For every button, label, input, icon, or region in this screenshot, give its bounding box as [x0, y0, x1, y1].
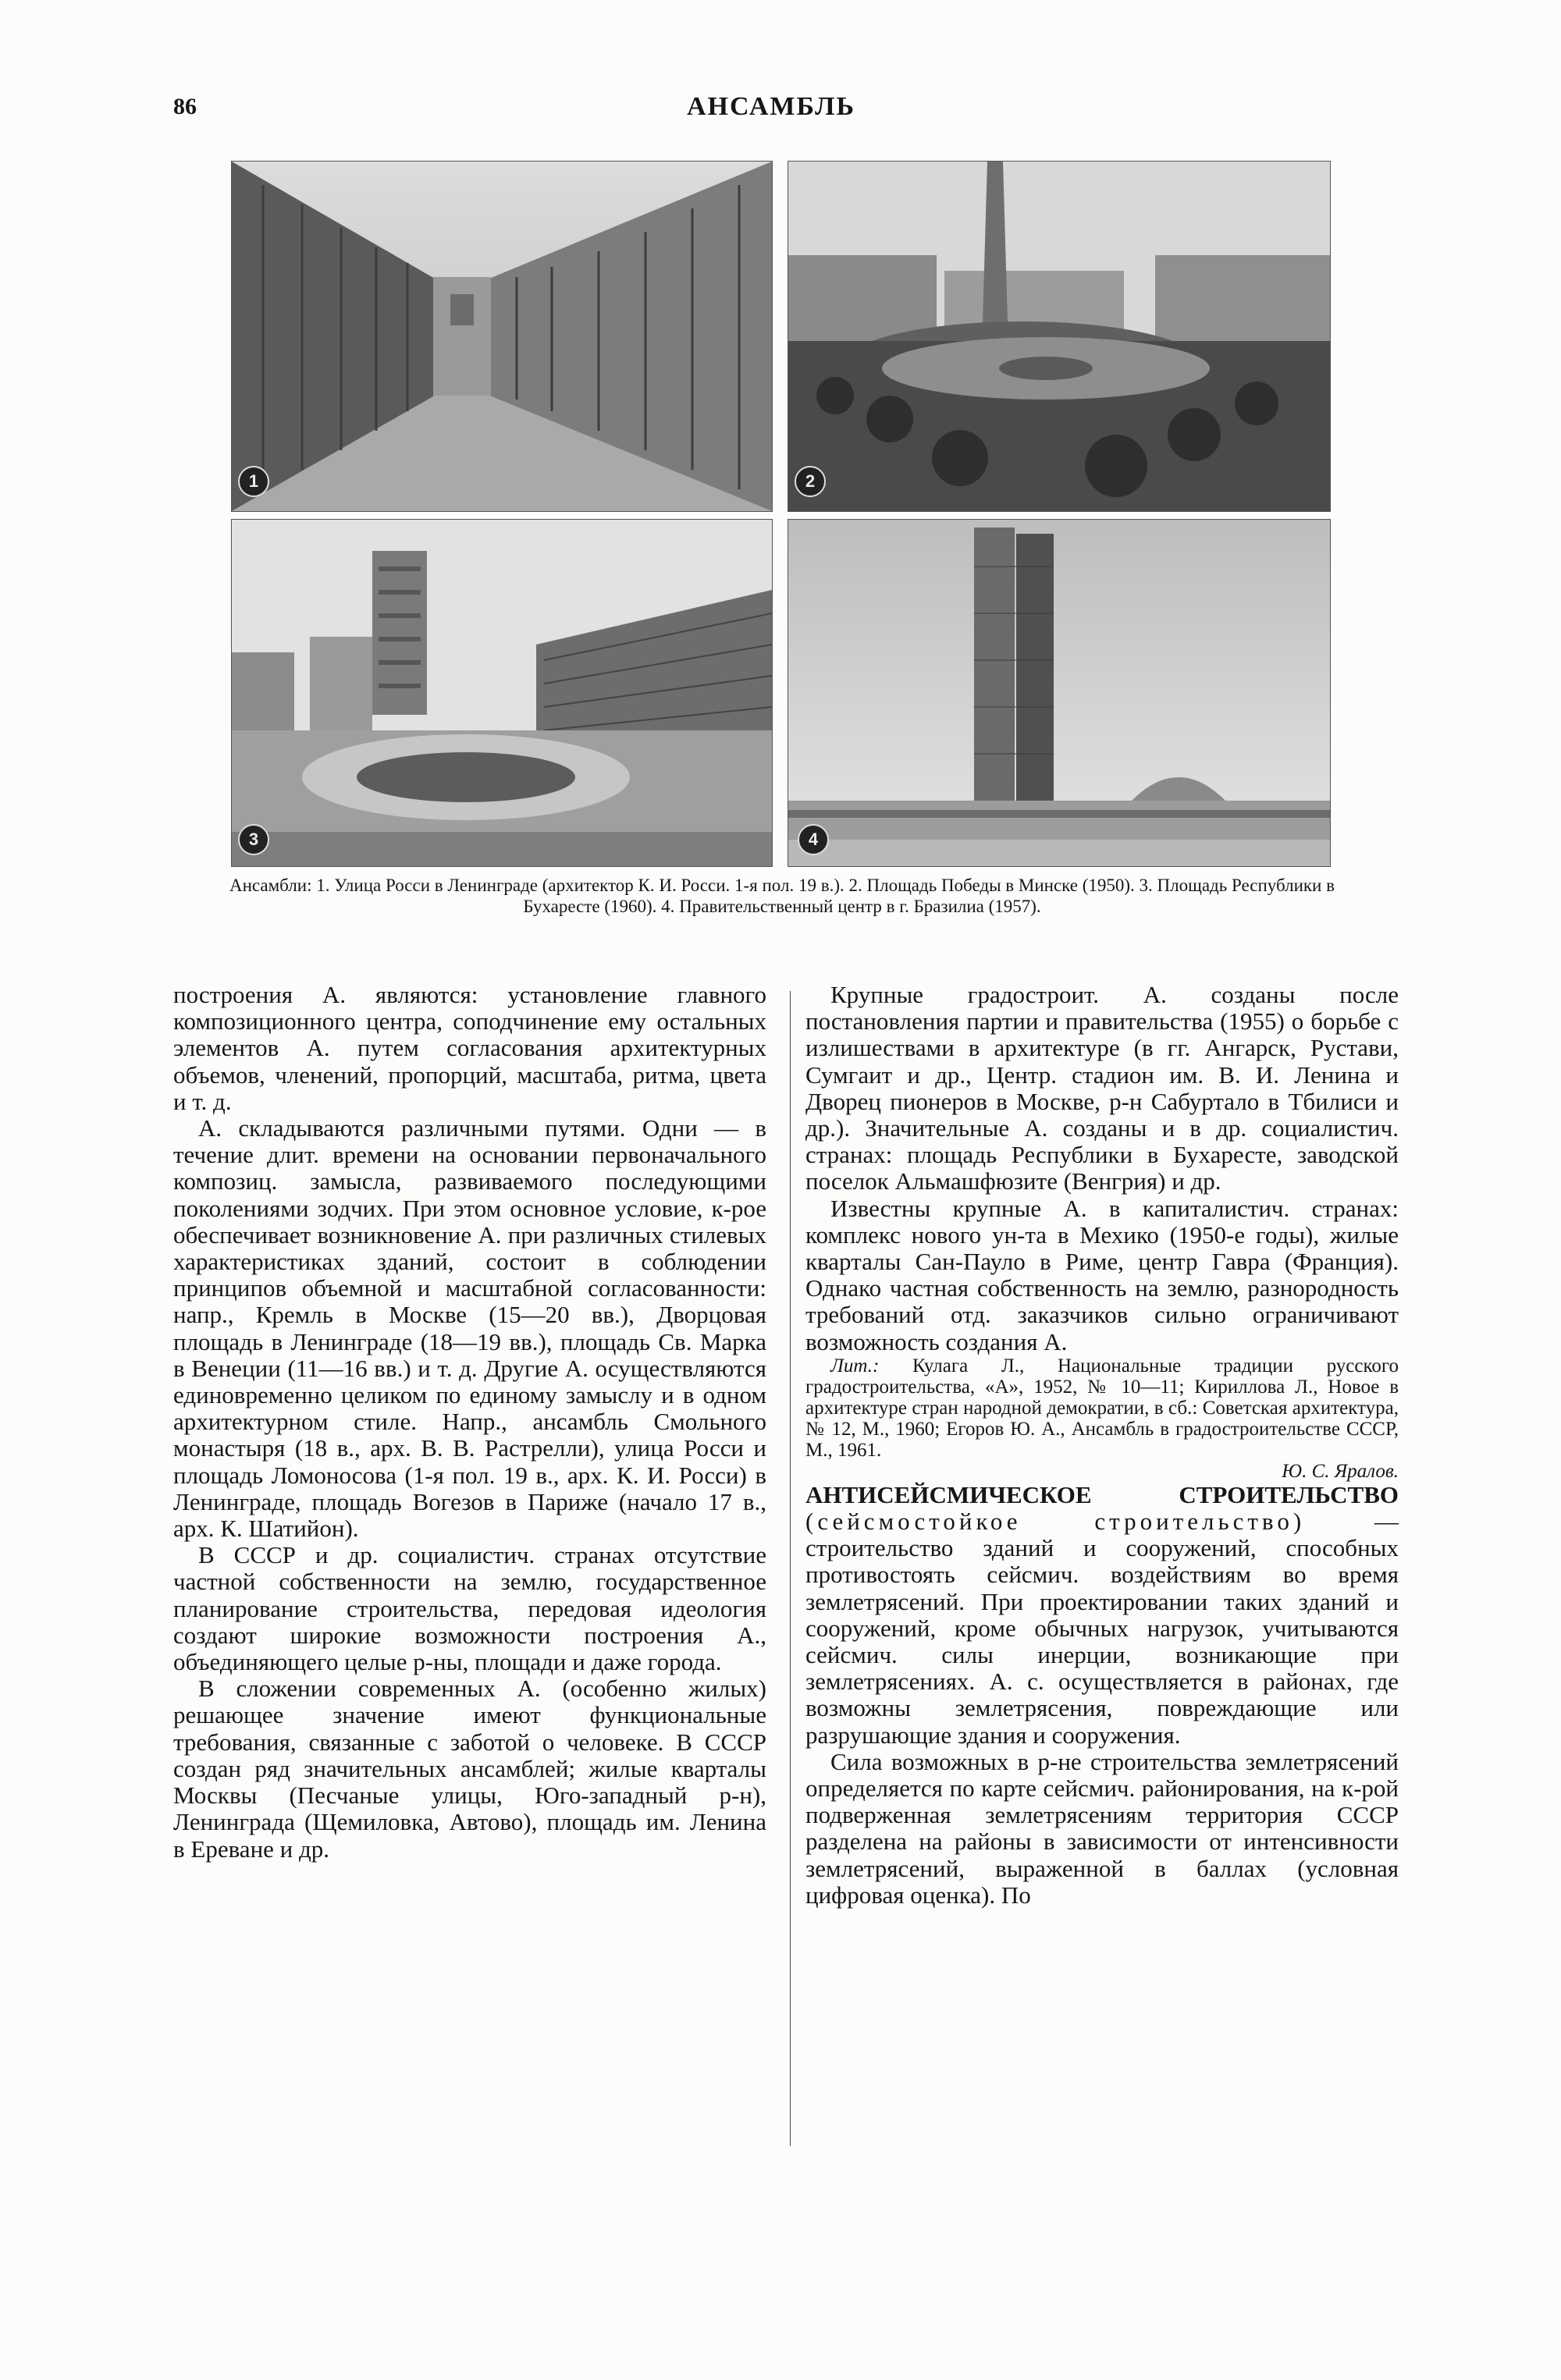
right-paragraph-3: Сила возможных в р-не строительства землетрясений определяется по карте сейсмич. районирования, на к-рой подверженная землетрясениям территория СССР разделена на районы в зависимости от интенсивности землетрясений, выраженной в баллах (условная цифровая оценка). По: [805, 1747, 1399, 1909]
left-paragraph-1: построения А. являются: установление главного композиционного центра, соподчинение ему остальных элементов А. путем согласования архитектурных объемов, членений, пропорций, масштаба, ритма, цвета и т. д.: [173, 981, 766, 1115]
literature-label: Лит.:: [830, 1355, 880, 1376]
entry-paragraph: [805, 1482, 1399, 1749]
photo-rossi-street: [231, 161, 773, 512]
figure-caption: Ансамбли: 1. Улица Росси в Ленинграде (архитектор К. И. Росси. 1-я пол. 19 в.). 2. Площадь Победы в Минске (1950). 3. Площадь Республики в Бухаресте (1960). 4. Правительственный центр в г. Бразилиа (1957).: [229, 876, 1335, 916]
left-paragraph-2: А. складываются различными путями. Одни — в течение длит. времени на основании первоначального композиц. замысла, развиваемого последующими поколениями зодчих. При этом основное условие, к-рое обеспечивает возникновение А. при различных стилевых характеристиках зданий, состоит в соблюдении принципов объемной и масштабной согласованности: напр., Кремль в Москве (15—20 вв.), Дворцовая площадь в Ленинграде (18—19 вв.), площадь Св. Марка в Венеции (11—16 вв.) и т. д. Другие А. осуществляются единовременно целиком по единому замыслу и в одном архитектурном стиле. Напр., ансамбль Смольного монастыря (18 в., арх. В. В. Растрелли), улица Росси и площадь Ломоносова (1-я пол. 19 в., арх. К. И. Росси) в Ленинграде, площадь Вогезов в Париже (начало 17 в., арх. К. Шатийон).: [173, 1114, 766, 1543]
photo-number-3: 3: [238, 824, 269, 855]
entry-definition: — строительство зданий и сооружений, способных противостоять сейсмич. воздействиям во время землетрясений. При проектировании таких зданий и сооружений, кроме обычных нагрузок, учитываются сейсмич. силы инерции, возникающие при землетрясениях. А. с. осуществляется в районах, где возможны землетрясения, повреждающие или разрушающие здания и сооружения.: [805, 1508, 1399, 1749]
entry-title: АНТИСЕЙСМИЧЕСКОЕ СТРОИТЕЛЬСТВО: [805, 1480, 1399, 1508]
page-number: 86: [173, 94, 197, 119]
photo-republic-square: [231, 519, 773, 867]
photo-number-1: 1: [238, 466, 269, 497]
literature-references: [805, 1355, 1399, 1461]
left-paragraph-4: В сложении современных А. (особенно жилых) решающее значение имеют функциональные требования, связанные с заботой о человеке. В СССР создан ряд значительных ансамблей; жилые кварталы Москвы (Песчаные улицы, Юго-западный р-н), Ленинграда (Щемиловка, Автово), площадь им. Ленина в Ереване и др.: [173, 1675, 766, 1863]
author-signature: Ю. С. Яралов.: [1282, 1460, 1399, 1482]
right-column: [805, 982, 1399, 1909]
photo-number-4: 4: [798, 824, 829, 855]
left-paragraph-3: В СССР и др. социалистич. странах отсутствие частной собственности на землю, государственное планирование строительства, передовая идеология создают широкие возможности построения А., объединяющего целые р-ны, площади и даже города.: [173, 1541, 766, 1676]
right-paragraph-2: Известны крупные А. в капиталистич. странах: комплекс нового ун-та в Мехико (1950-е годы), жилые кварталы Сан-Пауло в Риме, центр Гавра (Франция). Однако частная собственность на землю, разнородность требований отд. заказчиков сильно ограничивают возможность создания А.: [805, 1194, 1399, 1355]
running-head: АНСАМБЛЬ: [687, 92, 855, 121]
left-column: [173, 982, 766, 1863]
column-divider: [790, 991, 791, 2146]
photo-brasilia-center: [788, 519, 1331, 867]
entry-synonym: (сейсмостойкое строительство): [805, 1508, 1306, 1536]
photo-victory-square: [788, 161, 1331, 512]
literature-text: Кулага Л., Национальные традиции русского градостроительства, «А», 1952, № 10—11; Кириллова Л., Новое в архитектуре стран народной демократии, в сб.: Советская архитектура, № 12, М., 1960; Егоров Ю. А., Ансамбль в градостроительстве СССР, М., 1961.: [805, 1355, 1399, 1461]
photo-number-2: 2: [795, 466, 826, 497]
right-paragraph-1: Крупные градостроит. А. созданы после постановления партии и правительства (1955) о борьбе с излишествами в архитектуре (в гг. Ангарск, Рустави, Сумгаит и др., Центр. стадион им. В. И. Ленина и Дворец пионеров в Москве, р-н Сабуртало в Тбилиси и др.). Значительные А. созданы и в др. социалистич. странах: площадь Республики в Бухаресте, заводской поселок Альмашфюзите (Венгрия) и др.: [805, 981, 1399, 1195]
